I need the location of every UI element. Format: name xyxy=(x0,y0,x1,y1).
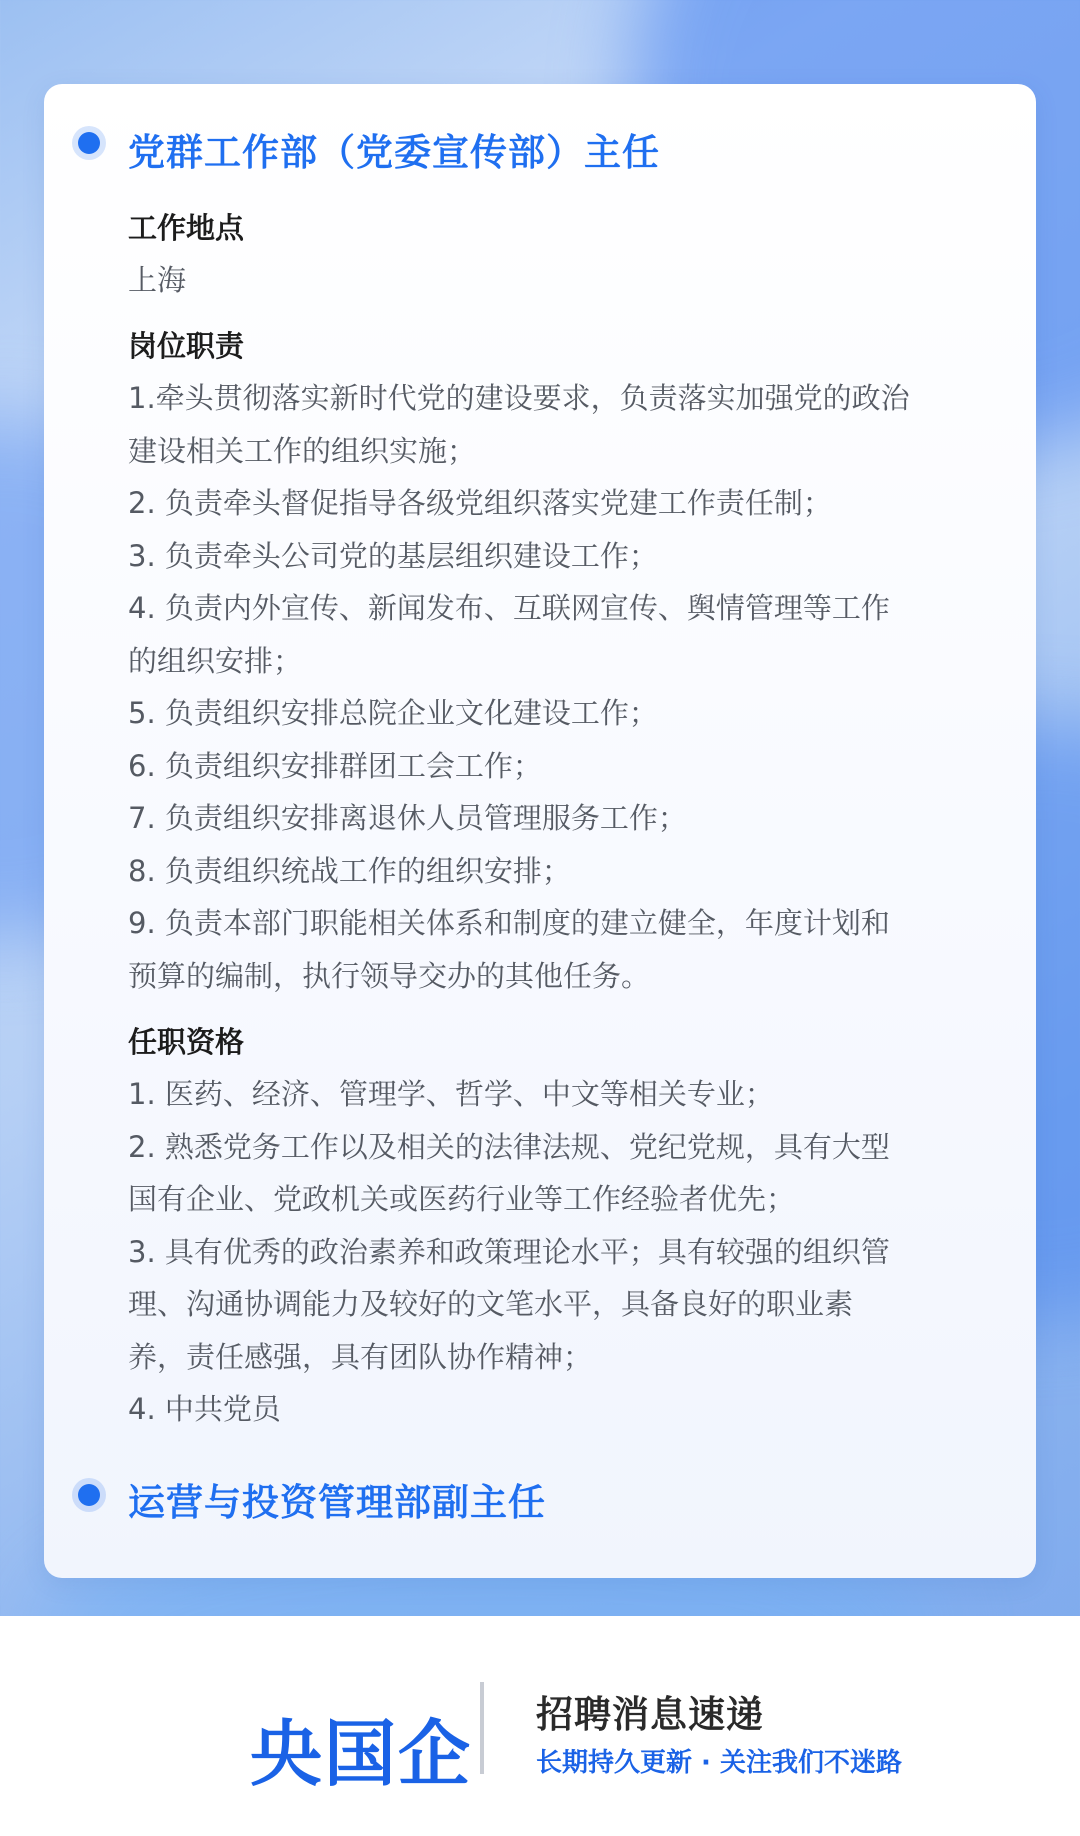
qualifications-list xyxy=(128,1068,1008,1436)
qualification-line: 理、沟通协调能力及较好的文笔水平，具备良好的职业素 xyxy=(128,1287,854,1321)
footer-banner xyxy=(0,1616,1080,1836)
footer-divider xyxy=(480,1682,484,1774)
location-value: 上海 xyxy=(128,263,187,297)
duty-line: 6. 负责组织安排群团工会工作； xyxy=(128,748,542,783)
duty-line: 9. 负责本部门职能相关体系和制度的建立健全，年度计划和 xyxy=(128,906,890,940)
qualification-line: 养，责任感强，具有团队协作精神； xyxy=(128,1339,593,1374)
duties-label: 岗位职责 xyxy=(128,329,245,363)
duties-list xyxy=(128,372,1008,1002)
duty-line: 8. 负责组织统战工作的组织安排； xyxy=(128,853,571,888)
footer-subline: 长期持久更新 · 关注我们不迷路 xyxy=(536,1748,902,1778)
qualification-line: 国有企业、党政机关或医药行业等工作经验者优先； xyxy=(128,1182,796,1216)
job-title[interactable]: 党群工作部（党委宣传部）主任 xyxy=(128,131,660,174)
qualification-line: 1. 医药、经济、管理学、哲学、中文等相关专业； xyxy=(128,1077,774,1111)
duty-line: 建设相关工作的组织实施； xyxy=(128,433,477,468)
duty-line: 3. 负责牵头公司党的基层组织建设工作； xyxy=(128,538,658,573)
duty-line: 1.牵头贯彻落实新时代党的建设要求，负责落实加强党的政治 xyxy=(128,381,910,415)
footer-tagline: 招聘消息速递 xyxy=(536,1693,764,1736)
duty-line: 7. 负责组织安排离退休人员管理服务工作； xyxy=(128,801,687,835)
qualifications-label: 任职资格 xyxy=(128,1025,245,1059)
brand-logo-text: 央国企 xyxy=(250,1712,473,1796)
qualification-line: 2. 熟悉党务工作以及相关的法律法规、党纪党规，具有大型 xyxy=(128,1129,890,1164)
job-card xyxy=(44,84,1036,1578)
bullet-dot-icon xyxy=(78,132,100,154)
duty-line: 5. 负责组织安排总院企业文化建设工作； xyxy=(128,696,658,730)
duty-line: 预算的编制，执行领导交办的其他任务。 xyxy=(128,958,651,993)
qualification-line: 3. 具有优秀的政治素养和政策理论水平；具有较强的组织管 xyxy=(128,1234,890,1269)
qualification-line: 4. 中共党员 xyxy=(128,1392,281,1426)
duty-line: 的组织安排； xyxy=(128,643,303,678)
bullet-dot-icon xyxy=(78,1484,100,1506)
duty-line: 4. 负责内外宣传、新闻发布、互联网宣传、舆情管理等工作 xyxy=(128,591,890,625)
location-label: 工作地点 xyxy=(128,211,245,245)
job-title[interactable]: 运营与投资管理部副主任 xyxy=(128,1481,546,1524)
duty-line: 2. 负责牵头督促指导各级党组织落实党建工作责任制； xyxy=(128,486,832,520)
job-details xyxy=(128,202,1008,1450)
